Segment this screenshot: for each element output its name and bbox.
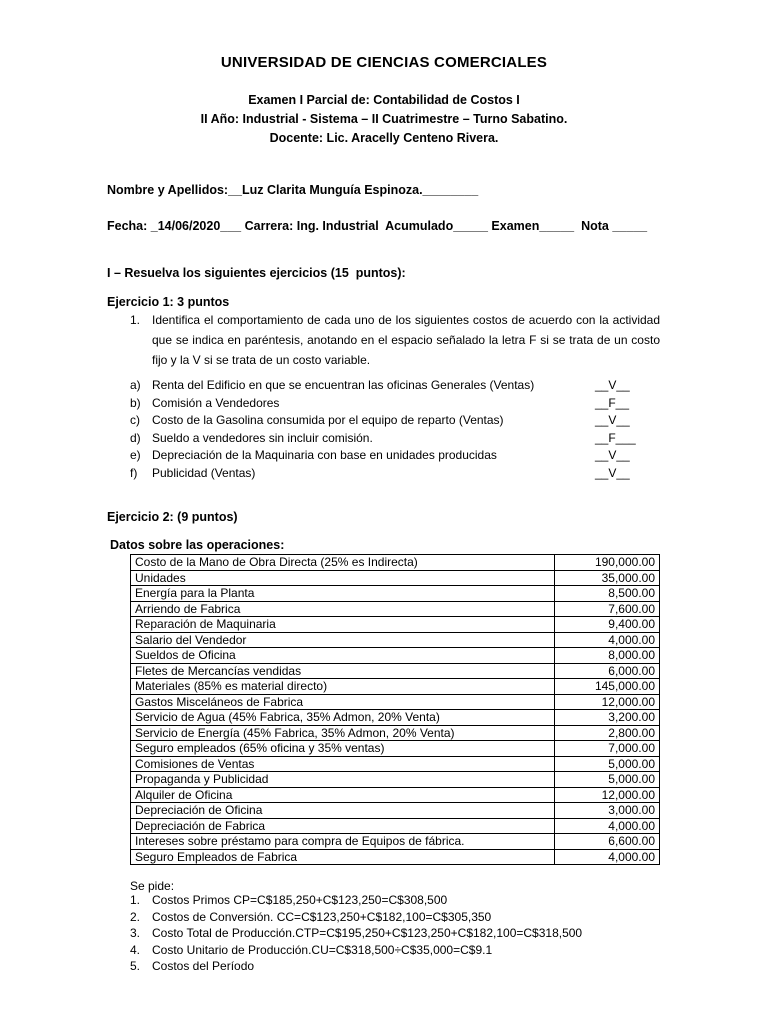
table-row (131, 694, 660, 710)
row-value: 4,000.00 (555, 849, 660, 865)
item-letter: b) (130, 395, 141, 410)
row-label: Seguro Empleados de Fabrica (131, 849, 555, 865)
row-label: Sueldos de Oficina (131, 648, 555, 664)
row-label: Unidades (131, 570, 555, 586)
course-year-line: II Año: Industrial - Sistema – II Cuatrimestre – Turno Sabatino. (200, 112, 568, 126)
table-row (131, 834, 660, 850)
row-label: Depreciación de Oficina (131, 803, 555, 819)
table-row (131, 570, 660, 586)
item-text: Renta del Edificio en que se encuentran las oficinas Generales (Ventas) (152, 378, 535, 392)
row-label: Seguro empleados (65% oficina y 35% ventas) (131, 741, 555, 757)
table-row (131, 725, 660, 741)
ask-number: 3. (130, 926, 141, 940)
ask-number: 2. (130, 909, 141, 924)
row-value: 8,500.00 (555, 586, 660, 602)
item-answer: __F___ (595, 430, 636, 445)
row-label: Depreciación de Fabrica (131, 818, 555, 834)
ask-text: Costos del Período (152, 959, 255, 973)
table-row (131, 741, 660, 757)
table-row (131, 803, 660, 819)
row-label: Fletes de Mercancías vendidas (131, 663, 555, 679)
row-value: 2,800.00 (555, 725, 660, 741)
item-letter: f) (130, 465, 138, 480)
table-row (131, 648, 660, 664)
item-text: Comisión a Vendedores (152, 395, 280, 410)
list-item (130, 413, 650, 431)
table-row (131, 632, 660, 648)
table-row (131, 555, 660, 571)
row-label: Comisiones de Ventas (131, 756, 555, 772)
row-value: 145,000.00 (555, 679, 660, 695)
item-answer: __F__ (595, 395, 630, 410)
university-title: UNIVERSIDAD DE CIENCIAS COMERCIALES (220, 54, 548, 71)
exercise2-title: Ejercicio 2: (9 puntos) (107, 510, 238, 524)
item-text: Costo de la Gasolina consumida por el equipo de reparto (Ventas) (152, 413, 504, 427)
row-value: 8,000.00 (555, 648, 660, 664)
row-value: 7,000.00 (555, 741, 660, 757)
row-value: 6,000.00 (555, 663, 660, 679)
section-title: I – Resuelva los siguientes ejercicios (15 puntos): (107, 266, 406, 280)
list-item (130, 448, 650, 466)
exercise1-instruction (130, 310, 660, 370)
row-value: 5,000.00 (555, 756, 660, 772)
ask-text: Costos de Conversión. CC=C$123,250+C$182,100=C$305,350 (152, 909, 492, 924)
row-value: 35,000.00 (555, 570, 660, 586)
row-value: 190,000.00 (555, 555, 660, 571)
row-value: 12,000.00 (555, 787, 660, 803)
item-text: Depreciación de la Maquinaria con base en unidades producidas (152, 448, 497, 462)
row-label: Servicio de Agua (45% Fabrica, 35% Admon, 20% Venta) (131, 710, 555, 726)
ask-number: 1. (130, 893, 141, 907)
row-value: 4,000.00 (555, 632, 660, 648)
row-value: 9,400.00 (555, 617, 660, 633)
student-name-line: Nombre y Apellidos:__Luz Clarita Munguía Espinoza.________ (107, 183, 479, 197)
table-row (131, 710, 660, 726)
exercise1-title: Ejercicio 1: 3 puntos (107, 295, 230, 309)
operations-data-title: Datos sobre las operaciones: (110, 538, 285, 552)
ask-text: Costo Unitario de Producción.CU=C$318,500÷C$35,000=C$9.1 (152, 942, 493, 957)
row-value: 5,000.00 (555, 772, 660, 788)
row-label: Gastos Misceláneos de Fabrica (131, 694, 555, 710)
row-value: 3,200.00 (555, 710, 660, 726)
ask-number: 4. (130, 942, 141, 957)
row-label: Alquiler de Oficina (131, 787, 555, 803)
row-label: Propaganda y Publicidad (131, 772, 555, 788)
item-letter: e) (130, 448, 141, 462)
list-item (130, 431, 650, 449)
row-value: 3,000.00 (555, 803, 660, 819)
row-value: 6,600.00 (555, 834, 660, 850)
item-answer: __V__ (595, 465, 630, 480)
row-value: 4,000.00 (555, 818, 660, 834)
row-label: Servicio de Energía (45% Fabrica, 35% Admon, 20% Venta) (131, 725, 555, 741)
row-label: Intereses sobre préstamo para compra de Equipos de fábrica. (131, 834, 555, 850)
table-row (131, 756, 660, 772)
table-row (131, 787, 660, 803)
row-label: Reparación de Maquinaria (131, 617, 555, 633)
instruction-number: 1. (130, 313, 141, 327)
row-label: Salario del Vendedor (131, 632, 555, 648)
date-career-line: Fecha: _14/06/2020___ Carrera: Ing. Industrial Acumulado_____ Examen_____ Nota _____ (107, 219, 648, 233)
list-item (130, 466, 650, 484)
row-value: 7,600.00 (555, 601, 660, 617)
item-text: Sueldo a vendedores sin incluir comisión. (152, 430, 373, 445)
table-row (131, 772, 660, 788)
operations-table (130, 554, 660, 865)
table-row (131, 601, 660, 617)
table-row (131, 617, 660, 633)
row-label: Costo de la Mano de Obra Directa (25% es Indirecta) (131, 555, 555, 571)
ask-number: 5. (130, 959, 141, 973)
list-item (130, 378, 650, 396)
list-item (130, 396, 650, 414)
item-answer: __V__ (595, 413, 630, 427)
row-label: Materiales (85% es material directo) (131, 679, 555, 695)
item-answer: __V__ (595, 448, 630, 462)
exam-title: Examen I Parcial de: Contabilidad de Costos I (248, 93, 520, 107)
teacher-line: Docente: Lic. Aracelly Centeno Rivera. (269, 131, 499, 145)
exercise1-items (130, 378, 650, 483)
table-row (131, 586, 660, 602)
table-row (131, 818, 660, 834)
row-value: 12,000.00 (555, 694, 660, 710)
asks-title: Se pide: (130, 879, 175, 893)
table-row (131, 849, 660, 865)
ask-text: Costo Total de Producción.CTP=C$195,250+C$123,250+C$182,100=C$318,500 (152, 926, 583, 940)
item-letter: a) (130, 378, 141, 392)
table-row (131, 679, 660, 695)
item-answer: __V__ (595, 378, 630, 392)
item-text: Publicidad (Ventas) (152, 465, 256, 480)
ask-text: Costos Primos CP=C$185,250+C$123,250=C$308,500 (152, 893, 448, 907)
item-letter: c) (130, 413, 140, 427)
row-label: Energía para la Planta (131, 586, 555, 602)
table-row (131, 663, 660, 679)
item-letter: d) (130, 430, 141, 445)
instruction-text: Identifica el comportamiento de cada uno de los siguientes costos de acuerdo con la actividad que se indica en paréntesis, anotando en el espacio señalado la letra F si se trata de un costo fijo y la V si se trata de un costo variable. (152, 313, 660, 367)
row-label: Arriendo de Fabrica (131, 601, 555, 617)
